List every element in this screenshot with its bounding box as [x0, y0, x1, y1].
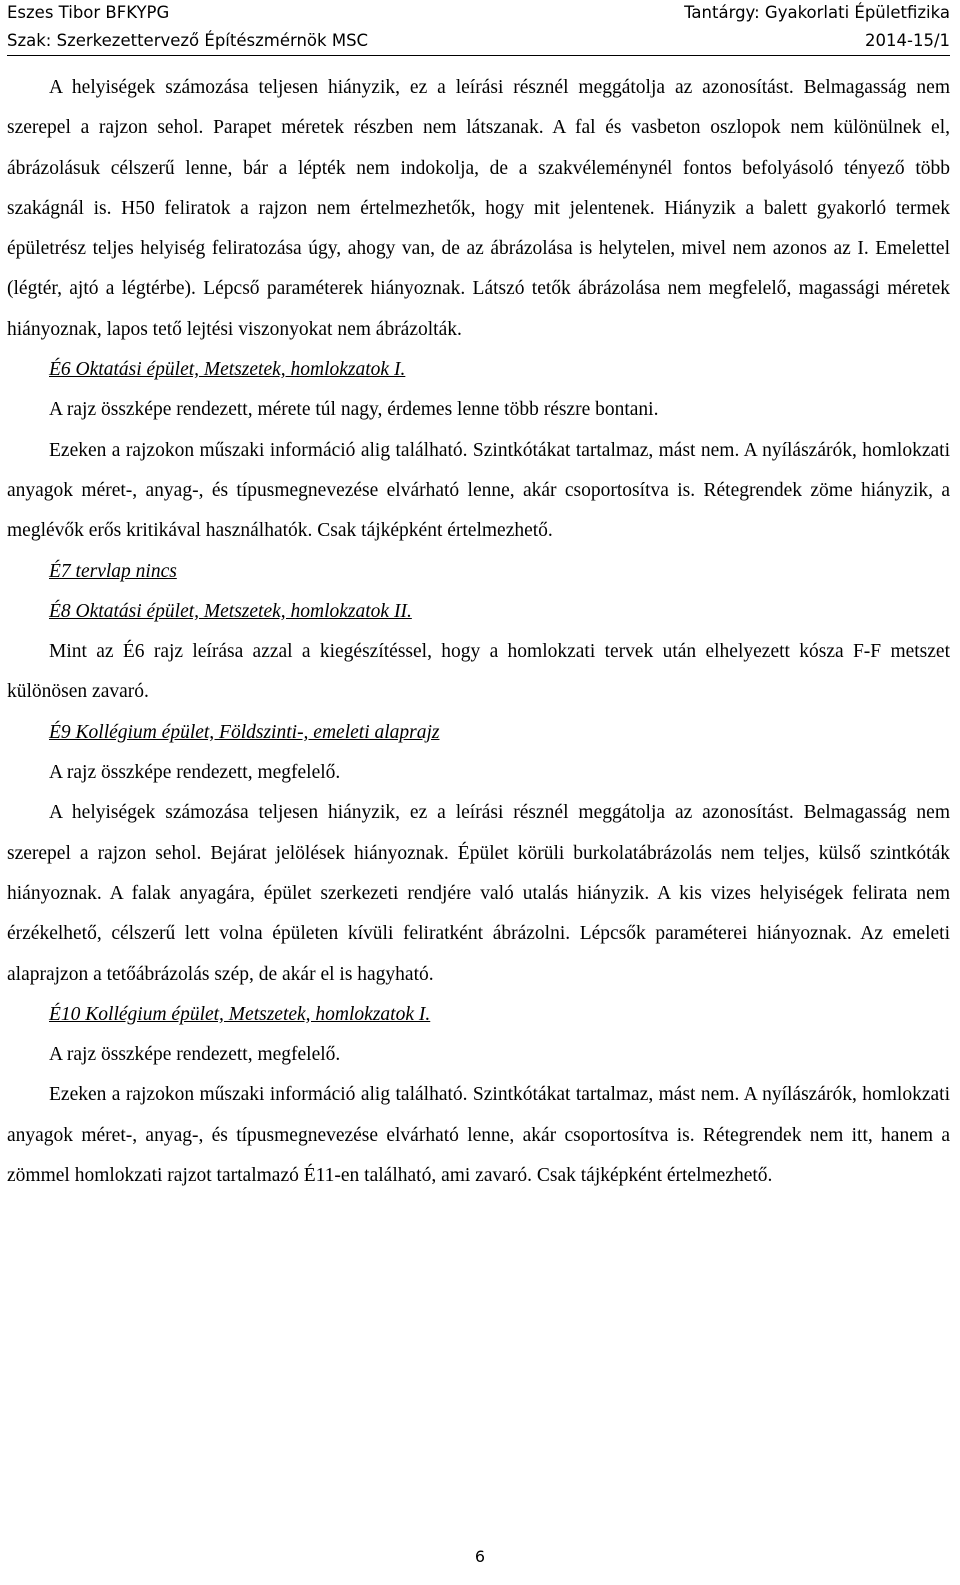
section-heading-e9: É9 Kollégium épület, Földszinti-, emeleti alaprajz: [49, 721, 440, 743]
header-divider: [7, 55, 950, 56]
section-heading-e6: É6 Oktatási épület, Metszetek, homlokzatok I.: [49, 359, 406, 381]
document-body: [7, 68, 950, 1196]
paragraph-e8-description: Mint az É6 rajz leírása azzal a kiegészítéssel, hogy a homlokzati tervek után elhelyezett kósza F-F metszet különösen zavaró.: [7, 641, 950, 703]
paragraph-e10-technical: Ezeken a rajzokon műszaki információ alig található. Szintkótákat tartalmaz, mást nem. A nyílászárók, homlokzati anyagok méret-, anyag-, és típusmegnevezése elvárható lenne, akár csoportosítva is. Rétegrendek nem itt, hanem a zömmel homlokzati rajzot tartalmazó É11-en található, ami zavaró. Csak tájképként értelmezhető.: [7, 1084, 950, 1187]
header-semester: 2014-15/1: [865, 31, 950, 50]
paragraph-e9-overview: A rajz összképe rendezett, megfelelő.: [49, 762, 341, 784]
section-heading-e8: É8 Oktatási épület, Metszetek, homlokzatok II.: [49, 600, 412, 622]
page-number: 6: [474, 1547, 486, 1566]
paragraph-e9-details: A helyiségek számozása teljesen hiányzik, ez a leírási résznél meggátolja az azonosítást. Belmagasság nem szerepel a rajzon sehol. Bejárat jelölések hiányoznak. Épület körüli burkolatábrázolás nem teljes, külső szintkóták hiányoznak. A falak anyagára, épület szerkezeti rendjére való utalás hiányzik. A kis vizes helyiségek felirata nem érzékelhető, célszerű lett volna épületen kívüli feliratként ábrázolni. Lépcsők paraméterei hiányoznak. Az emeleti alaprajzon a tetőábrázolás szép, de akár el is hagyható.: [7, 802, 950, 985]
paragraph-e6-overview: A rajz összképe rendezett, mérete túl nagy, érdemes lenne több részre bontani.: [49, 399, 659, 421]
paragraph-e6-technical: Ezeken a rajzokon műszaki információ alig található. Szintkótákat tartalmaz, mást nem. A nyílászárók, homlokzati anyagok méret-, anyag-, és típusmegnevezése elvárható lenne, akár csoportosítva is. Rétegrendek zöme hiányzik, a meglévők erős kritikával használhatók. Csak tájképként értelmezhető.: [7, 439, 950, 542]
section-heading-e7: É7 tervlap nincs: [49, 560, 177, 582]
header-major: Szak: Szerkezettervező Építészmérnök MSC: [7, 31, 369, 50]
section-heading-e10: É10 Kollégium épület, Metszetek, homlokzatok I.: [49, 1003, 431, 1025]
page-header: [0, 0, 960, 56]
header-author: Eszes Tibor BFKYPG: [7, 3, 170, 22]
header-subject: Tantárgy: Gyakorlati Épületfizika: [684, 3, 950, 22]
paragraph-e10-overview: A rajz összképe rendezett, megfelelő.: [49, 1044, 341, 1066]
paragraph-room-numbering: A helyiségek számozása teljesen hiányzik, ez a leírási résznél meggátolja az azonosítást. Belmagasság nem szerepel a rajzon sehol. Parapet méretek részben nem látszanak. A fal és vasbeton oszlopok nem különülnek el, ábrázolásuk célszerű lenne, bár a lépték nem indokolja, de a szakvéleménynél fontos befolyásoló tényező több szakágnál is. H50 feliratok a rajzon nem értelmezhetők, hogy mit jelentenek. Hiányzik a balett gyakorló termek épületrész teljes helyiség feliratozása úgy, ahogy van, de az ábrázolása is helytelen, mivel nem azonos az I. Emelettel (légtér, ajtó a légtérbe). Lépcső paraméterek hiányoznak. Látszó tetők ábrázolása nem megfelelő, magassági méretek hiányoznak, lapos tető lejtési viszonyokat nem ábrázolták.: [7, 77, 950, 340]
